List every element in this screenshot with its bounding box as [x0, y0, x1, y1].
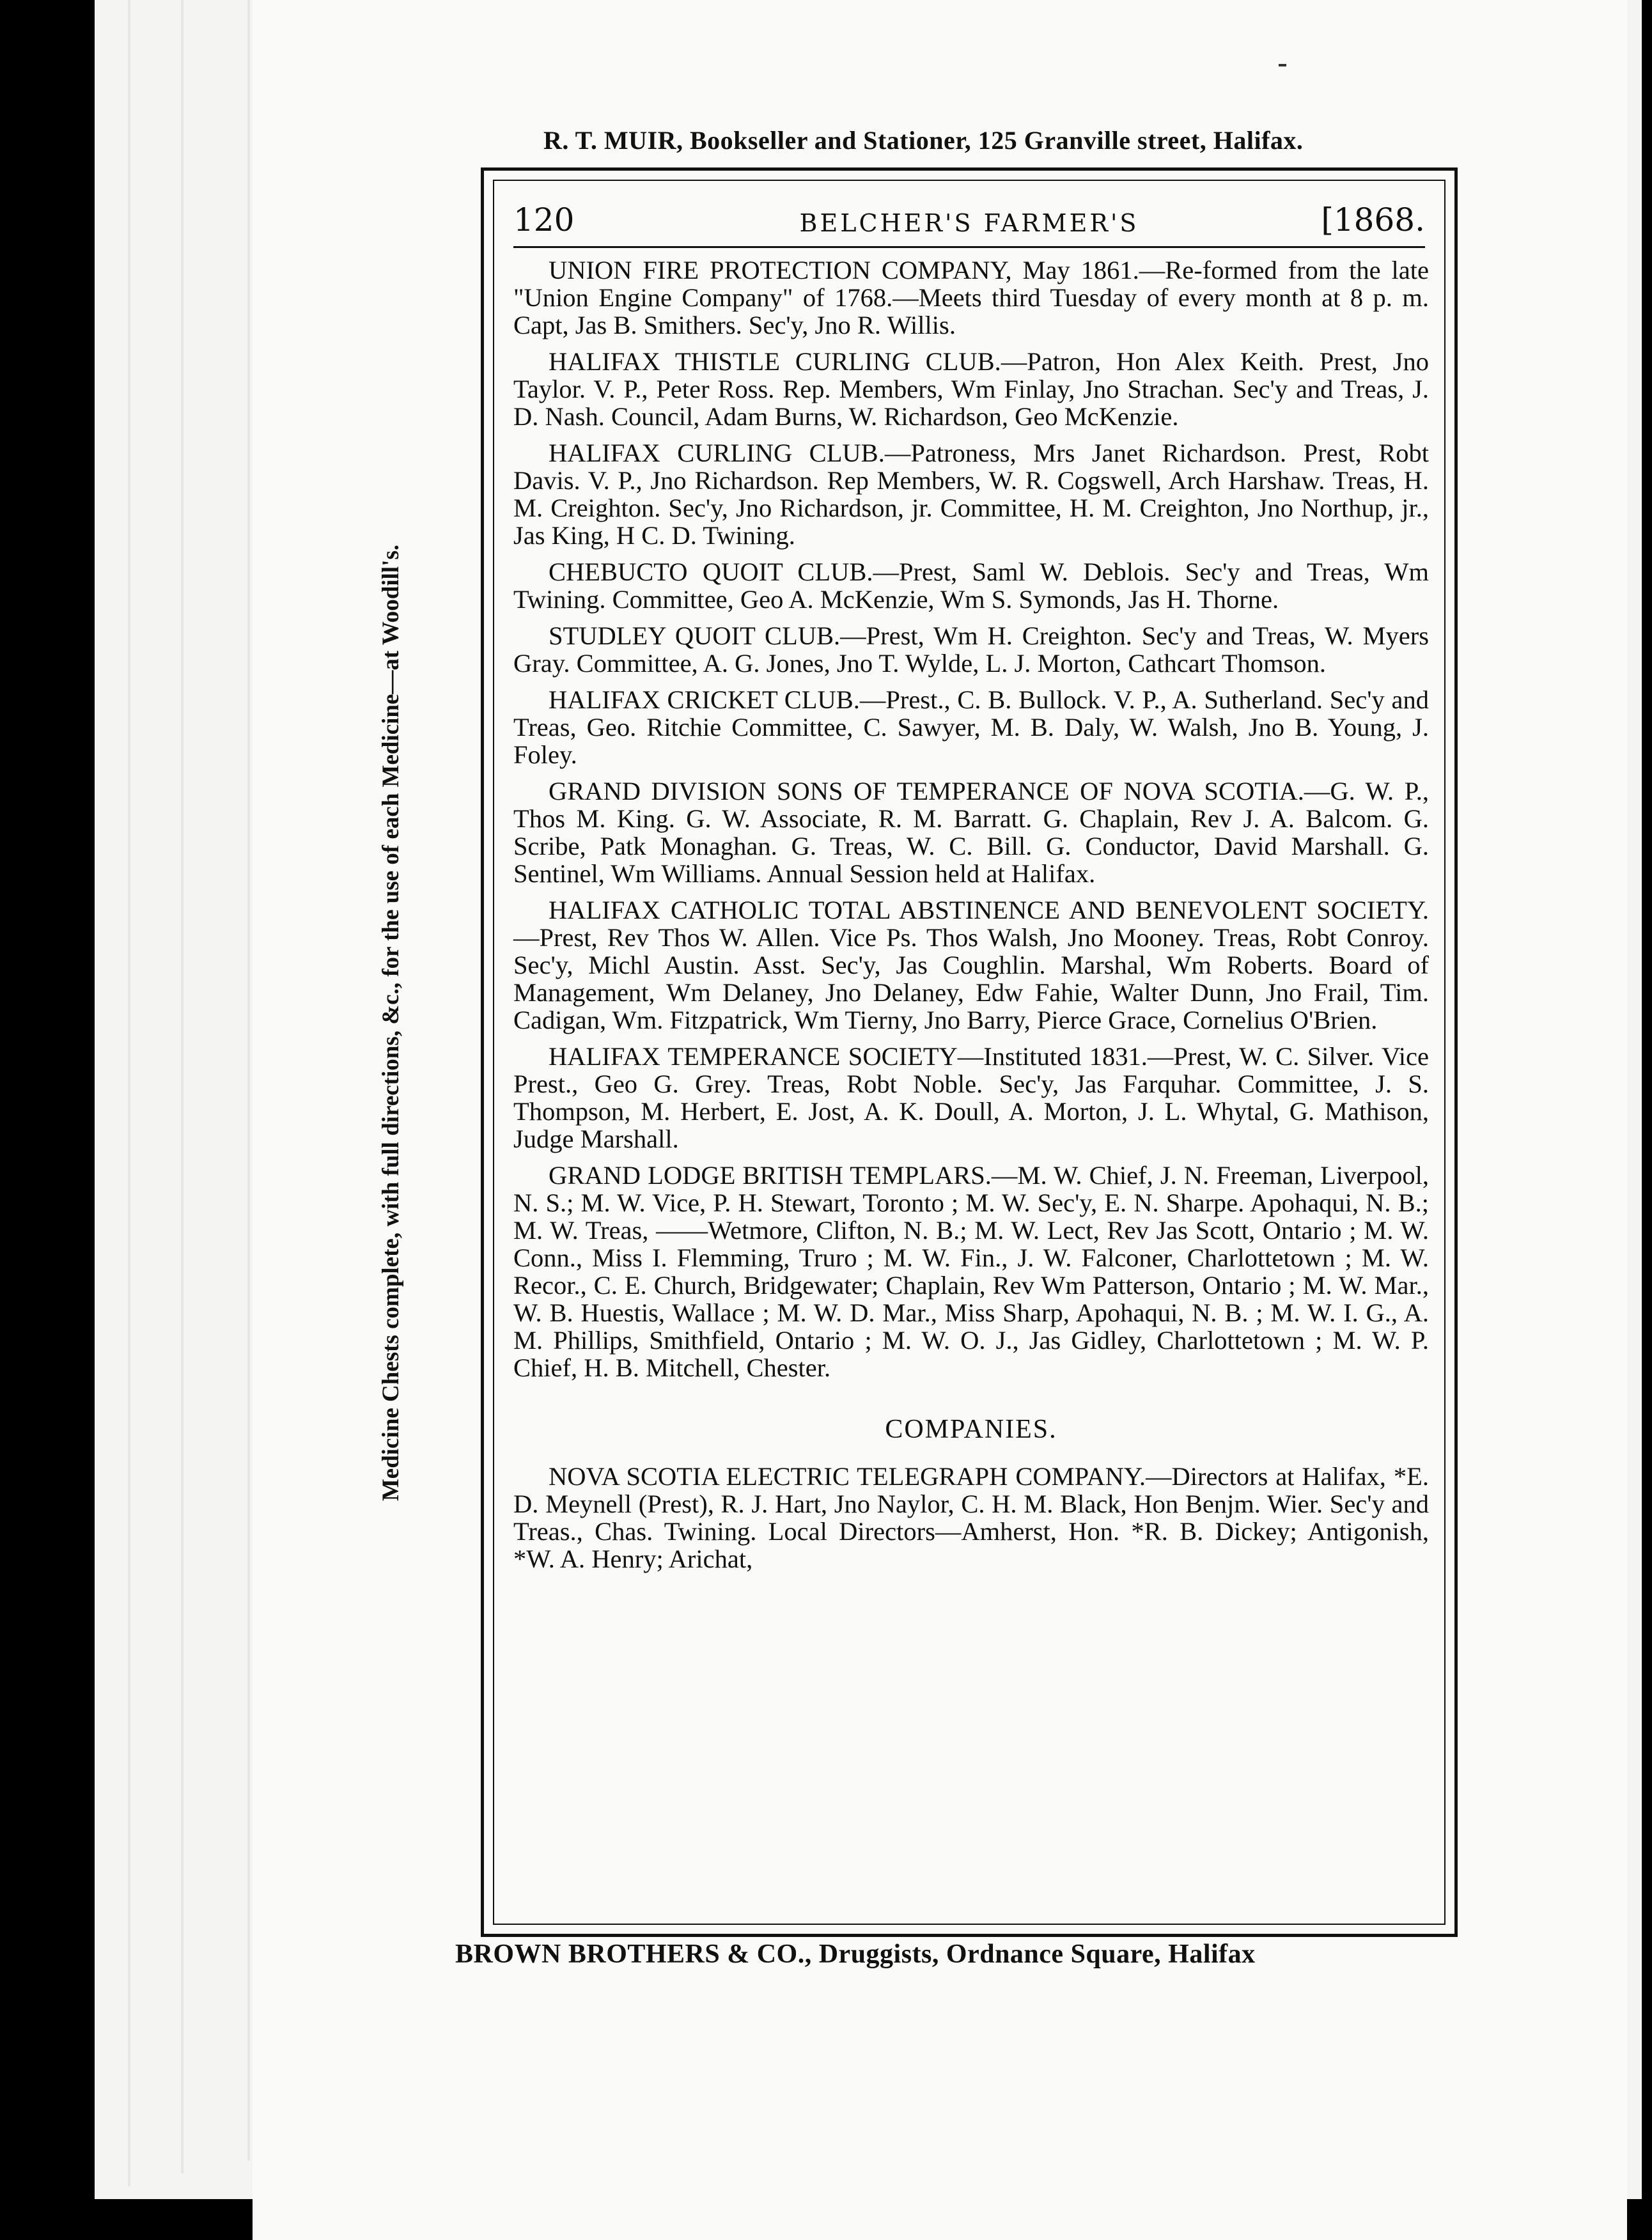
page-edge-line: [181, 0, 183, 2174]
print-mark: [1279, 64, 1286, 66]
entry-thistle-curling: HALIFAX THISTLE CURLING CLUB.—Patron, Hon Alex Keith. Prest, Jno Taylor. V. P., Peter Ross. Rep. Members, Wm Finlay, Jno Strachan. Sec'y and Treas, J. D. Nash. Council, Adam Burns, W. Richardson, Geo McKenzie.: [513, 347, 1429, 431]
entry-cricket-club: HALIFAX CRICKET CLUB.—Prest., C. B. Bullock. V. P., A. Sutherland. Sec'y and Treas, Geo. Ritchie Committee, C. Sawyer, M. B. Daly, W. Walsh, Jno B. Young, J. Foley.: [513, 685, 1429, 769]
page-content: [513, 256, 1429, 1582]
entry-catholic-abstinence: HALIFAX CATHOLIC TOTAL ABSTINENCE AND BENEVOLENT SOCIETY.—Prest, Rev Thos W. Allen. Vice Ps. Thos Walsh, Jno Mooney. Treas, Robt Conroy. Sec'y, Michl Austin. Asst. Sec'y, Jas Coughlin. Marshal, Wm Roberts. Board of Management, Wm Delaney, Jno Delaney, Edw Fahie, Walter Dunn, Jno Frail, Tim. Cadigan, Wm. Fitzpatrick, Wm Tierny, Jno Barry, Pierce Grace, Cornelius O'Brien.: [513, 896, 1429, 1034]
page-frame: [481, 167, 1458, 1937]
entry-studley-quoit: STUDLEY QUOIT CLUB.—Prest, Wm H. Creighton. Sec'y and Treas, W. Myers Gray. Committee, A. G. Jones, Jno T. Wylde, L. J. Morton, Cathcart Thomson.: [513, 621, 1429, 678]
entry-temperance-society: HALIFAX TEMPERANCE SOCIETY—Instituted 1831.—Prest, W. C. Silver. Vice Prest., Geo G. Grey. Treas, Robt Noble. Sec'y, Jas Farquhar. Committee, J. S. Thompson, M. Herbert, E. Jost, A. K. Doull, A. Morton, J. L. Whytal, G. Mathison, Judge Marshall.: [513, 1042, 1429, 1153]
header-advertisement: R. T. MUIR, Bookseller and Stationer, 125 Granville street, Halifax.: [543, 126, 1304, 155]
footer-advertisement: BROWN BROTHERS & CO., Druggists, Ordnance Square, Halifax: [455, 1940, 1256, 1969]
page-header: [513, 195, 1425, 248]
page-edge-line: [247, 0, 250, 2161]
section-title: COMPANIES.: [885, 1415, 1057, 1444]
entry-chebucto-quoit: CHEBUCTO QUOIT CLUB.—Prest, Saml W. Deblois. Sec'y and Treas, Wm Twining. Committee, Geo A. McKenzie, Wm S. Symonds, Jas H. Thorne.: [513, 557, 1429, 614]
page-year: [1868.: [1321, 201, 1425, 238]
entry-union-fire: UNION FIRE PROTECTION COMPANY, May 1861.—Re-formed from the late "Union Engine Company" of 1768.—Meets third Tuesday of every month at 8 p. m. Capt, Jas B. Smithers. Sec'y, Jno R. Willis.: [513, 256, 1429, 339]
page-number: 120: [513, 201, 575, 238]
entry-sons-of-temperance: GRAND DIVISION SONS OF TEMPERANCE OF NOVA SCOTIA.—G. W. P., Thos M. King. G. W. Associate, R. M. Barratt. G. Chaplain, Rev J. A. Balcom. G. Scribe, Patk Monaghan. G. Treas, W. C. Bill. G. Conductor, David Marshall. G. Sentinel, Wm Williams. Annual Session held at Halifax.: [513, 777, 1429, 888]
side-advertisement: Medicine Chests complete, with full directions, &c., for the use of each Medicine—at Woodill's.: [378, 544, 404, 1502]
entry-telegraph-company: NOVA SCOTIA ELECTRIC TELEGRAPH COMPANY.—Directors at Halifax, *E. D. Meynell (Prest), R. J. Hart, Jno Naylor, C. H. M. Black, Hon Benjm. Wier. Sec'y and Treas., Chas. Twining. Local Directors—Amherst, Hon. *R. B. Dickey; Antigonish, *W. A. Henry; Arichat,: [513, 1462, 1429, 1573]
page-title: BELCHER'S FARMER'S: [799, 209, 1139, 237]
entry-british-templars: GRAND LODGE BRITISH TEMPLARS.—M. W. Chief, J. N. Freeman, Liverpool, N. S.; M. W. Vice, P. H. Stewart, Toronto ; M. W. Sec'y, E. N. Sharpe. Apohaqui, N. B.; M. W. Treas, ——Wetmore, Clifton, N. B.; M. W. Lect, Rev Jas Scott, Ontario ; M. W. Conn., Miss I. Flemming, Truro ; M. W. Fin., J. W. Falconer, Charlottetown ; M. W. Recor., C. E. Church, Bridgewater; Chaplain, Rev Wm Patterson, Ontario ; M. W. Mar., W. B. Huestis, Wallace ; M. W. D. Mar., Miss Sharp, Apohaqui, N. B. ; M. W. I. G., A. M. Phillips, Smithfield, Ontario ; M. W. O. J., Jas Gidley, Charlottetown ; M. W. P. Chief, H. B. Mitchell, Chester.: [513, 1161, 1429, 1382]
page-edge-line: [128, 0, 130, 2186]
page-frame-inner: [493, 180, 1446, 1925]
entry-halifax-curling: HALIFAX CURLING CLUB.—Patroness, Mrs Janet Richardson. Prest, Robt Davis. V. P., Jno Richardson. Rep Members, W. R. Cogswell, Arch Harshaw. Treas, H. M. Creighton. Sec'y, Jno Richardson, jr. Committee, H. M. Creighton, Jno Northup, jr., Jas King, H C. D. Twining.: [513, 439, 1429, 550]
